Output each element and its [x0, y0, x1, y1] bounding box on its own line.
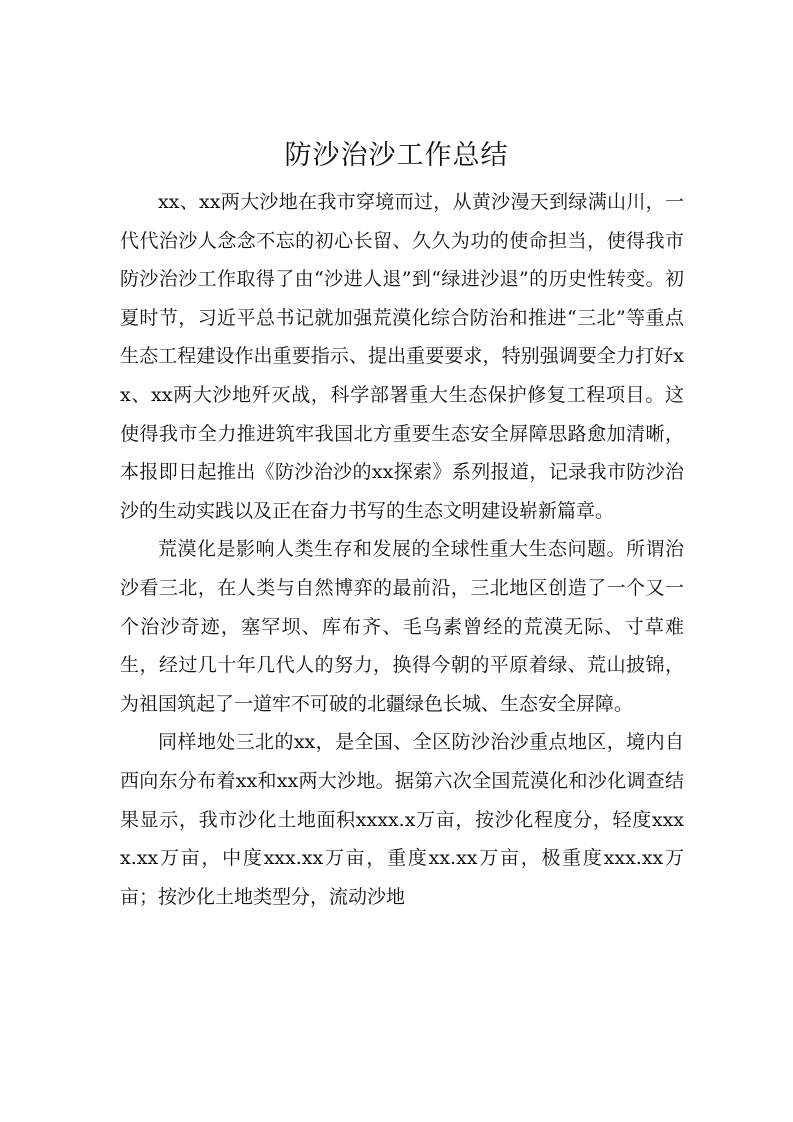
document-title: 防沙治沙工作总结 — [284, 140, 509, 171]
paragraph-2: 荒漠化是影响人类生存和发展的全球性重大生态问题。所谓治沙看三北，在人类与自然博弈的最前沿，三北地区创造了一个又一个治沙奇迹，塞罕坝、库布齐、毛乌素曾经的荒漠无际、寸草难生，经过几十年几代人的努力，换得今朝的平原着绿、荒山披锦，为祖国筑起了一道牢不可破的北疆绿色长城、生态安全屏障。 — [120, 538, 684, 715]
paragraph-3: 同样地处三北的xx，是全国、全区防沙治沙重点地区，境内自西向东分布着xx和xx两大沙地。据第六次全国荒漠化和沙化调查结果显示，我市沙化土地面积xxxx.x万亩，按沙化程度分，轻度xxxx.xx万亩，中度xxx.xx万亩，重度xx.xx万亩，极重度xxx.xx万亩；按沙化土地类型分，流动沙地 — [120, 731, 684, 908]
document-body — [120, 183, 684, 916]
paragraph-1: xx、xx两大沙地在我市穿境而过，从黄沙漫天到绿满山川，一代代治沙人念念不忘的初心长留、久久为功的使命担当，使得我市防沙治沙工作取得了由“沙进人退”到“绿进沙退”的历史性转变。初夏时节，习近平总书记就加强荒漠化综合防治和推进“三北”等重点生态工程建设作出重要指示、提出重要要求，特别强调要全力打好xx、xx两大沙地歼灭战，科学部署重大生态保护修复工程项目。这使得我市全力推进筑牢我国北方重要生态安全屏障思路愈加清晰，本报即日起推出《防沙治沙的xx探索》系列报道，记录我市防沙治沙的生动实践以及正在奋力书写的生态文明建设崭新篇章。 — [120, 191, 684, 522]
